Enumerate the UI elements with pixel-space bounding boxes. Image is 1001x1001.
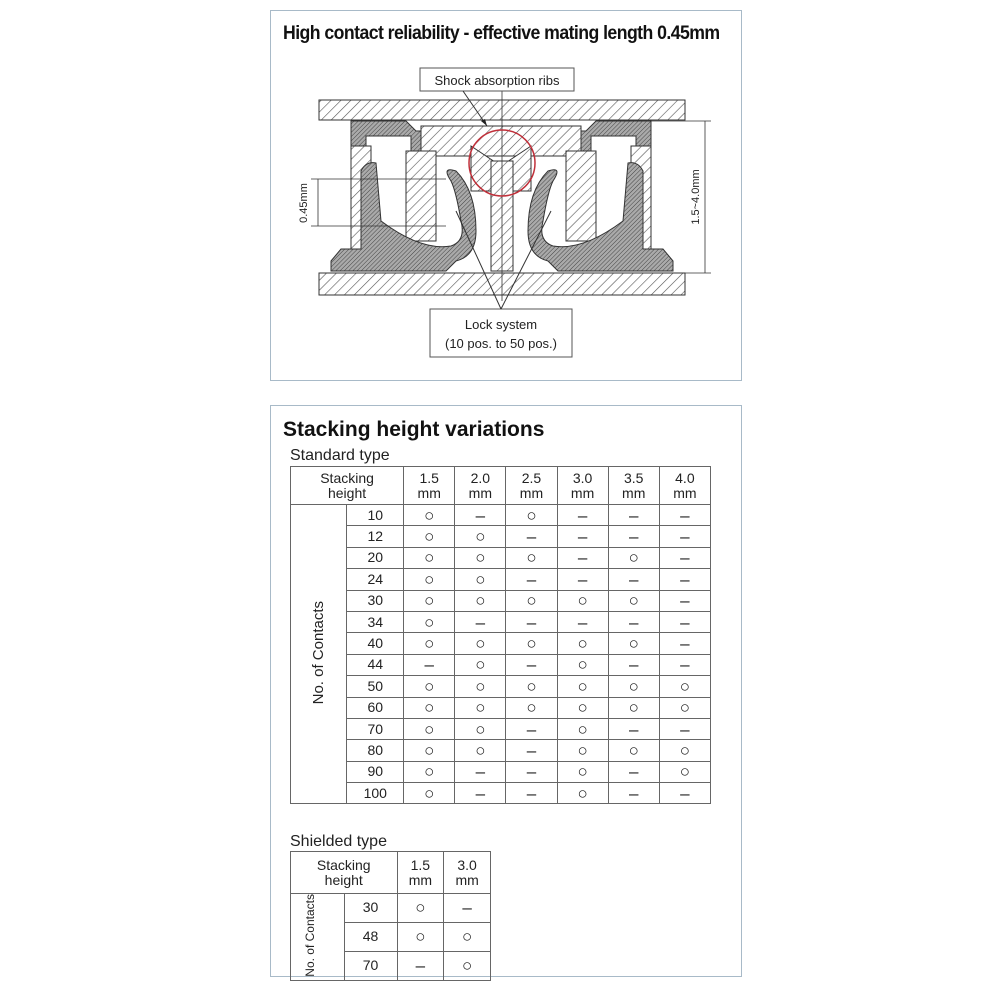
availability-cell: – bbox=[659, 718, 710, 739]
availability-cell: ○ bbox=[455, 740, 506, 761]
availability-cell: – bbox=[608, 761, 659, 782]
column-header bbox=[455, 467, 506, 505]
availability-cell: – bbox=[506, 783, 557, 804]
availability-cell: ○ bbox=[404, 590, 455, 611]
availability-cell: ○ bbox=[557, 633, 608, 654]
availability-cell: ○ bbox=[455, 590, 506, 611]
column-header bbox=[404, 467, 455, 505]
availability-cell: ○ bbox=[557, 697, 608, 718]
availability-cell: – bbox=[659, 526, 710, 547]
availability-cell: ○ bbox=[455, 697, 506, 718]
availability-cell: ○ bbox=[455, 633, 506, 654]
diagram-title: High contact reliability - effective mating length 0.45mm bbox=[283, 23, 720, 44]
table-row bbox=[291, 697, 711, 718]
lock-system-range-label: (10 pos. to 50 pos.) bbox=[444, 336, 558, 351]
contacts-cell: 100 bbox=[347, 783, 404, 804]
availability-cell: ○ bbox=[557, 740, 608, 761]
corner-header: Stacking height bbox=[291, 852, 398, 894]
diagram-panel bbox=[270, 10, 742, 381]
availability-cell: ○ bbox=[404, 740, 455, 761]
availability-cell: – bbox=[557, 547, 608, 568]
availability-cell: ○ bbox=[397, 894, 444, 923]
availability-cell: – bbox=[608, 718, 659, 739]
availability-cell: – bbox=[557, 569, 608, 590]
corner-header: Stacking height bbox=[291, 467, 404, 505]
availability-cell: ○ bbox=[557, 761, 608, 782]
column-header bbox=[608, 467, 659, 505]
availability-cell: ○ bbox=[397, 922, 444, 951]
availability-cell: – bbox=[659, 654, 710, 675]
column-header-label: 3.0 mm bbox=[455, 856, 479, 888]
table-row bbox=[291, 547, 711, 568]
availability-cell: – bbox=[659, 633, 710, 654]
availability-cell: ○ bbox=[659, 740, 710, 761]
column-header-label: 1.5 mm bbox=[417, 469, 441, 501]
availability-cell: ○ bbox=[455, 526, 506, 547]
contacts-cell: 70 bbox=[347, 718, 404, 739]
availability-cell: – bbox=[506, 569, 557, 590]
availability-cell: ○ bbox=[557, 654, 608, 675]
availability-cell: – bbox=[557, 611, 608, 632]
availability-cell: ○ bbox=[444, 922, 491, 951]
availability-cell: – bbox=[608, 526, 659, 547]
contacts-cell: 60 bbox=[347, 697, 404, 718]
column-header-label: 2.5 mm bbox=[519, 469, 544, 501]
table-row bbox=[291, 740, 711, 761]
contacts-cell: 44 bbox=[347, 654, 404, 675]
table-row bbox=[291, 718, 711, 739]
availability-cell: ○ bbox=[404, 783, 455, 804]
availability-cell: – bbox=[506, 718, 557, 739]
availability-cell: – bbox=[557, 526, 608, 547]
availability-cell: ○ bbox=[608, 676, 659, 697]
header-row bbox=[291, 852, 491, 894]
availability-cell: ○ bbox=[659, 676, 710, 697]
row-axis-label-cell bbox=[291, 505, 347, 804]
standard-type-label: Standard type bbox=[290, 447, 390, 464]
availability-cell: ○ bbox=[455, 654, 506, 675]
availability-cell: – bbox=[659, 783, 710, 804]
availability-cell: ○ bbox=[608, 633, 659, 654]
contacts-cell: 50 bbox=[347, 676, 404, 697]
availability-cell: – bbox=[659, 611, 710, 632]
column-header bbox=[659, 467, 710, 505]
table-row bbox=[291, 633, 711, 654]
availability-cell: ○ bbox=[404, 718, 455, 739]
availability-cell: ○ bbox=[404, 547, 455, 568]
contacts-cell: 80 bbox=[347, 740, 404, 761]
availability-cell: ○ bbox=[557, 590, 608, 611]
availability-cell: ○ bbox=[608, 590, 659, 611]
lock-system-label: Lock system bbox=[464, 317, 538, 332]
contacts-cell: 34 bbox=[347, 611, 404, 632]
availability-cell: ○ bbox=[404, 526, 455, 547]
availability-cell: – bbox=[659, 505, 710, 526]
availability-cell: ○ bbox=[557, 676, 608, 697]
availability-cell: ○ bbox=[404, 676, 455, 697]
availability-cell: – bbox=[506, 740, 557, 761]
availability-cell: – bbox=[506, 761, 557, 782]
contacts-cell: 70 bbox=[344, 951, 397, 980]
availability-cell: ○ bbox=[557, 718, 608, 739]
column-header-label: 2.0 mm bbox=[468, 469, 492, 501]
availability-cell: – bbox=[659, 569, 710, 590]
table-row bbox=[291, 526, 711, 547]
contacts-cell: 90 bbox=[347, 761, 404, 782]
contacts-cell: 24 bbox=[347, 569, 404, 590]
availability-cell: ○ bbox=[608, 697, 659, 718]
column-header bbox=[557, 467, 608, 505]
availability-cell: ○ bbox=[404, 505, 455, 526]
availability-cell: ○ bbox=[455, 676, 506, 697]
contacts-cell: 40 bbox=[347, 633, 404, 654]
shielded-type-label: Shielded type bbox=[290, 833, 387, 850]
availability-cell: ○ bbox=[404, 697, 455, 718]
availability-cell: – bbox=[506, 611, 557, 632]
availability-cell: ○ bbox=[506, 547, 557, 568]
column-header-label: 3.0 mm bbox=[570, 469, 595, 501]
availability-cell: ○ bbox=[659, 761, 710, 782]
row-axis-label: No. of Contacts bbox=[303, 894, 318, 977]
availability-cell: ○ bbox=[608, 547, 659, 568]
availability-cell: – bbox=[608, 569, 659, 590]
availability-cell: ○ bbox=[506, 633, 557, 654]
availability-cell: – bbox=[397, 951, 444, 980]
contacts-cell: 12 bbox=[347, 526, 404, 547]
availability-cell: ○ bbox=[506, 676, 557, 697]
availability-cell: ○ bbox=[455, 718, 506, 739]
mating-length-dimension: 0.45mm bbox=[298, 183, 310, 223]
shielded-type-table bbox=[290, 851, 491, 981]
stacking-height-dimension: 1.5~4.0mm bbox=[690, 169, 702, 225]
contacts-cell: 48 bbox=[344, 922, 397, 951]
availability-cell: ○ bbox=[659, 697, 710, 718]
column-header bbox=[444, 852, 491, 894]
availability-cell: – bbox=[455, 505, 506, 526]
availability-cell: ○ bbox=[608, 740, 659, 761]
contacts-cell: 30 bbox=[344, 894, 397, 923]
availability-cell: – bbox=[444, 894, 491, 923]
table-row bbox=[291, 611, 711, 632]
availability-cell: ○ bbox=[444, 951, 491, 980]
availability-cell: – bbox=[506, 526, 557, 547]
table-row bbox=[291, 761, 711, 782]
table-row bbox=[291, 590, 711, 611]
availability-cell: – bbox=[506, 654, 557, 675]
availability-cell: ○ bbox=[557, 783, 608, 804]
availability-cell: ○ bbox=[404, 611, 455, 632]
shock-absorption-ribs-label: Shock absorption ribs bbox=[434, 73, 560, 88]
availability-cell: – bbox=[659, 547, 710, 568]
availability-cell: ○ bbox=[506, 590, 557, 611]
availability-cell: – bbox=[455, 761, 506, 782]
column-header-label: 4.0 mm bbox=[673, 469, 697, 501]
availability-cell: ○ bbox=[404, 761, 455, 782]
availability-cell: – bbox=[608, 783, 659, 804]
availability-cell: – bbox=[404, 654, 455, 675]
table-row bbox=[291, 654, 711, 675]
column-header bbox=[506, 467, 557, 505]
connector-cross-section-diagram bbox=[271, 51, 741, 381]
availability-cell: – bbox=[608, 654, 659, 675]
stacking-panel bbox=[270, 405, 742, 977]
availability-cell: – bbox=[608, 611, 659, 632]
contacts-cell: 30 bbox=[347, 590, 404, 611]
column-header bbox=[397, 852, 444, 894]
availability-cell: ○ bbox=[506, 697, 557, 718]
table-row bbox=[291, 894, 491, 923]
table-row bbox=[291, 783, 711, 804]
availability-cell: – bbox=[659, 590, 710, 611]
availability-cell: – bbox=[557, 505, 608, 526]
contacts-cell: 10 bbox=[347, 505, 404, 526]
contacts-cell: 20 bbox=[347, 547, 404, 568]
availability-cell: ○ bbox=[404, 633, 455, 654]
availability-cell: – bbox=[608, 505, 659, 526]
column-header-label: 3.5 mm bbox=[622, 469, 646, 501]
stacking-title: Stacking height variations bbox=[283, 418, 545, 441]
row-axis-label-cell bbox=[291, 894, 345, 981]
table-row bbox=[291, 505, 711, 526]
standard-type-table bbox=[290, 466, 711, 804]
availability-cell: ○ bbox=[404, 569, 455, 590]
availability-cell: ○ bbox=[506, 505, 557, 526]
availability-cell: ○ bbox=[455, 547, 506, 568]
row-axis-label: No. of Contacts bbox=[310, 601, 328, 705]
table-row bbox=[291, 676, 711, 697]
availability-cell: ○ bbox=[455, 569, 506, 590]
availability-cell: – bbox=[455, 783, 506, 804]
table-row bbox=[291, 569, 711, 590]
column-header-label: 1.5 mm bbox=[408, 856, 433, 888]
availability-cell: – bbox=[455, 611, 506, 632]
header-row bbox=[291, 467, 711, 505]
